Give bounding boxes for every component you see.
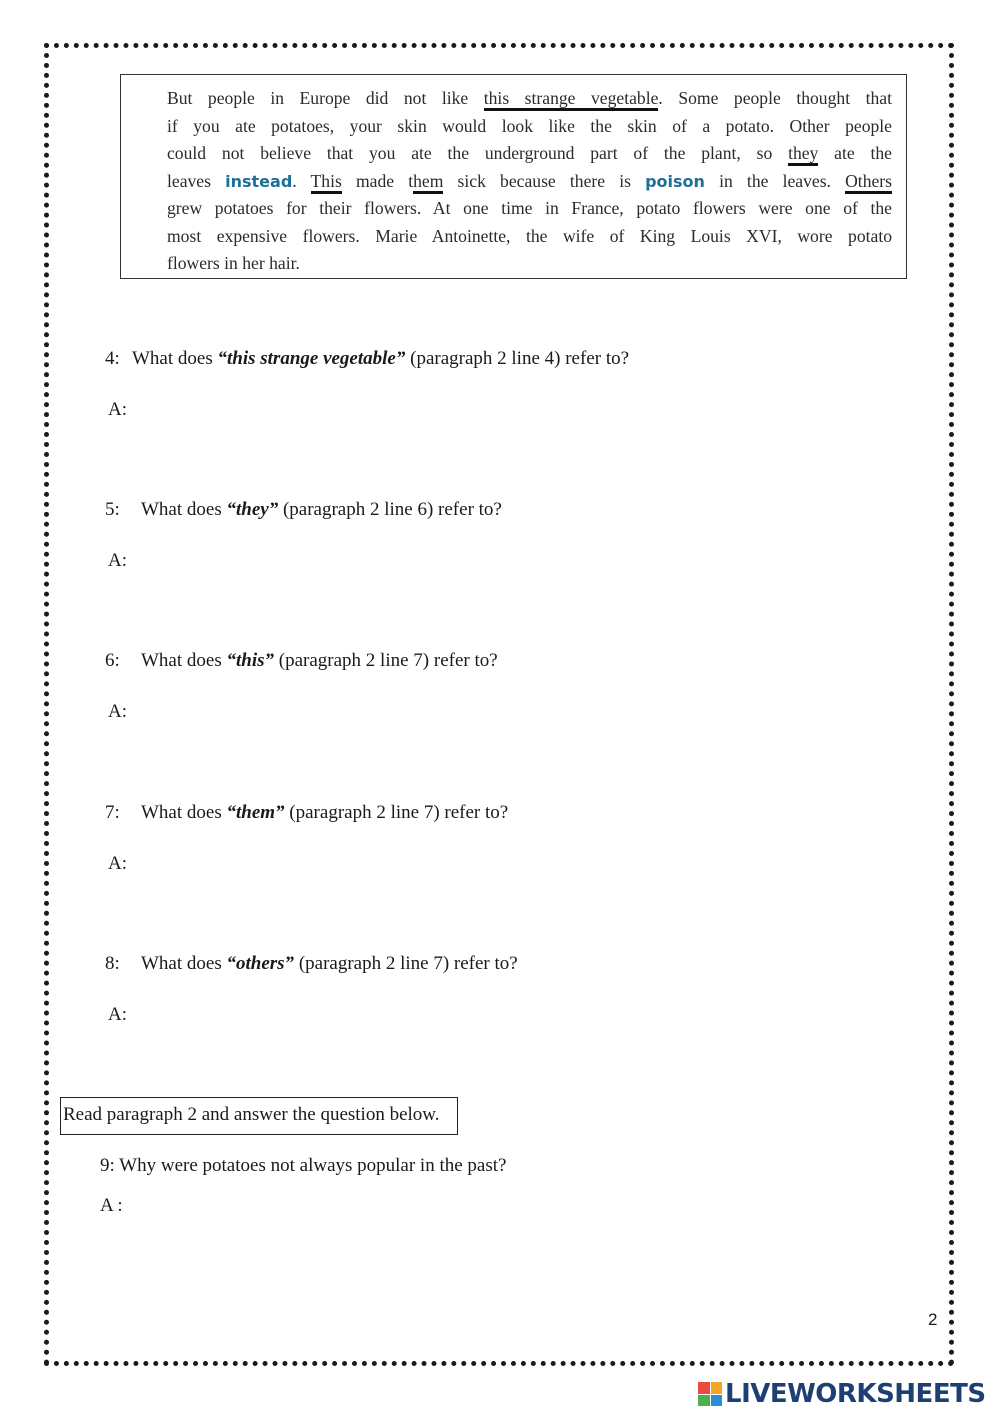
answer-9-field[interactable]: A :	[100, 1195, 123, 1216]
answer-8-field[interactable]: A:	[108, 1004, 127, 1025]
underlined-word: Others	[845, 171, 892, 194]
passage-line-4: leaves instead. This made them sick because there is poison in the leaves. Others	[167, 168, 892, 196]
question-7: 7: What does “them” (paragraph 2 line 7) refer to?	[105, 802, 509, 823]
liveworksheets-logo	[698, 1378, 986, 1410]
page-number: 2	[928, 1310, 938, 1329]
question-6: 6: What does “this” (paragraph 2 line 7) refer to?	[105, 650, 498, 671]
underlined-phrase: this strange vegetable	[484, 88, 659, 111]
question-8: 8: What does “others” (paragraph 2 line 7) refer to?	[105, 953, 518, 974]
passage-line-6: most expensive flowers. Marie Antoinette, the wife of King Louis XVI, wore potato	[167, 225, 892, 246]
question-9: 9: Why were potatoes not always popular in the past?	[100, 1155, 507, 1176]
passage-line-7: flowers in her hair.	[167, 253, 300, 273]
passage-line-5: grew potatoes for their flowers. At one time in France, potato flowers were one of the	[167, 198, 892, 218]
answer-4-field[interactable]: A:	[108, 399, 127, 420]
underlined-word: hem	[413, 171, 443, 194]
passage-line-1: But people in Europe did not like this strange vegetable. Some people thought that	[167, 85, 892, 113]
answer-5-field[interactable]: A:	[108, 550, 127, 571]
instruction-box: Read paragraph 2 and answer the question below.	[60, 1097, 458, 1135]
passage-line-3: could not believe that you ate the underground part of the plant, so they ate the	[167, 140, 892, 168]
question-4: 4: What does “this strange vegetable” (paragraph 2 line 4) refer to?	[105, 348, 630, 369]
passage-line-2: if you ate potatoes, your skin would look like the skin of a potato. Other people	[167, 115, 892, 136]
answer-7-field[interactable]: A:	[108, 853, 127, 874]
logo-text: LIVEWORKSHEETS	[725, 1379, 986, 1409]
logo-icon	[698, 1382, 722, 1406]
underlined-word: This	[311, 171, 342, 194]
reading-passage	[120, 74, 907, 279]
underlined-word: they	[788, 143, 818, 166]
keyword-highlight: poison	[645, 171, 705, 191]
question-5: 5: What does “they” (paragraph 2 line 6) refer to?	[105, 499, 502, 520]
keyword-highlight: instead	[225, 171, 293, 191]
answer-6-field[interactable]: A:	[108, 701, 127, 722]
